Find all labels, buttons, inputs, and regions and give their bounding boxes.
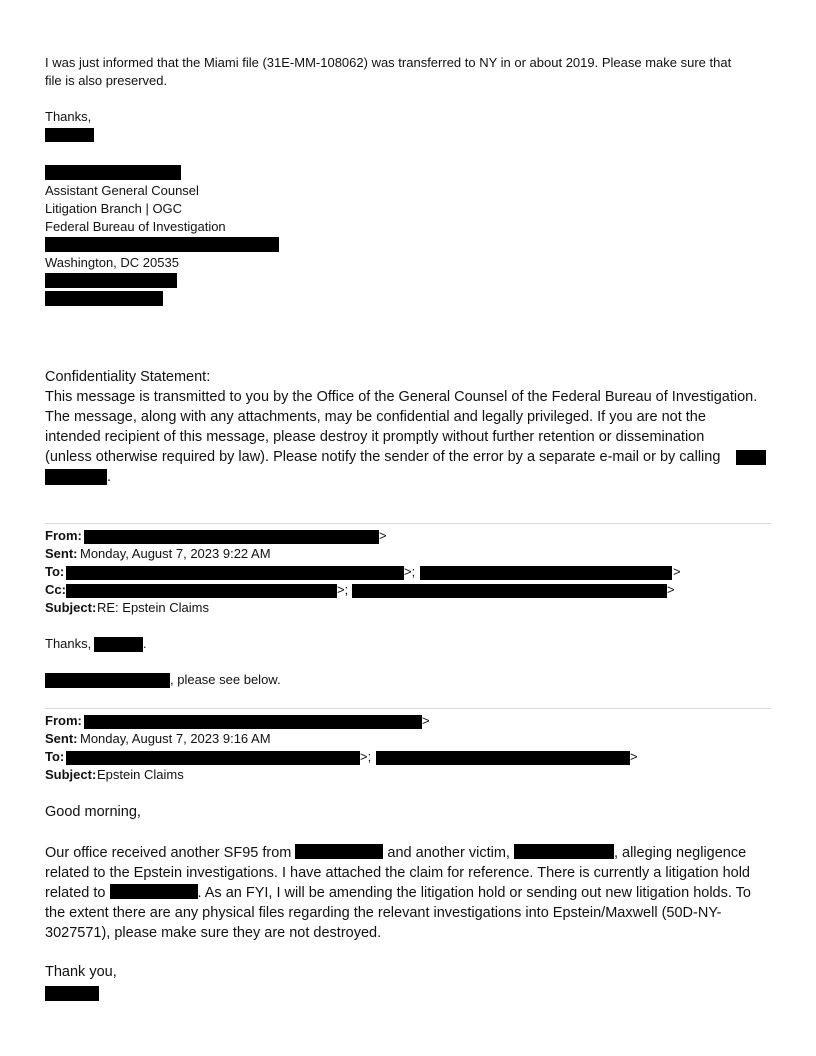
email-2-body-a1: Our office received another SF95 from [45, 845, 292, 861]
email-1-cc-sep: >; [337, 582, 349, 597]
email-1-to-end: > [673, 564, 681, 579]
email-2-to-label: To: [45, 749, 65, 764]
confidentiality-line-2: The message, along with any attachments, may be confidential and legally privileged. If you are not the [45, 409, 706, 425]
email-2-divider [45, 708, 771, 709]
redaction-email-2-to-2 [376, 751, 630, 765]
email-1-divider [45, 523, 771, 524]
confidentiality-line-4: (unless otherwise required by law). Please notify the sender of the error by a separate e-mail or by calling [45, 449, 721, 465]
redaction-email-1-from [84, 530, 379, 544]
email-1-sent-label: Sent: [45, 546, 78, 561]
redaction-phone-confidentiality-2 [45, 469, 107, 485]
redaction-phone [45, 273, 177, 288]
redaction-claimant-1 [295, 844, 383, 859]
redaction-email-1-thanks-name [94, 637, 143, 652]
email-2-body-line-4: the extent there are any physical files regarding the relevant investigations into Epstein/Maxwell (50D-NY- [45, 905, 722, 921]
redaction-sender-name [45, 128, 94, 142]
confidentiality-line-3: intended recipient of this message, please destroy it promptly without further retention or dissemination [45, 429, 705, 445]
email-2-body-c1: related to [45, 885, 106, 901]
email-2-sent-value: Monday, August 7, 2023 9:16 AM [80, 731, 271, 746]
confidentiality-line-1: This message is transmitted to you by the Office of the General Counsel of the Federal Bureau of Investigation. [45, 389, 758, 405]
email-2-to-sep: >; [360, 749, 372, 764]
intro-thanks: Thanks, [45, 109, 92, 124]
email-1-subject-value: RE: Epstein Claims [97, 600, 209, 615]
email-2-body-a2: and another victim, [387, 845, 510, 861]
email-2-body-a3: , alleging negligence [613, 845, 747, 861]
redaction-claimant-2 [514, 844, 614, 859]
email-2-body-line-1 [45, 843, 773, 863]
signature-agency: Federal Bureau of Investigation [45, 219, 226, 234]
email-1-to-sep: >; [404, 564, 416, 579]
email-1-sent-value: Monday, August 7, 2023 9:22 AM [80, 546, 271, 561]
email-2-body-line-3 [45, 883, 773, 903]
redaction-hold-subject [110, 884, 198, 899]
redaction-email-1-cc-2 [352, 584, 667, 598]
email-2-body-line-2: related to the Epstein investigations. I have attached the claim for reference. There is currently a litigation hold [45, 865, 750, 881]
confidentiality-heading: Confidentiality Statement: [45, 369, 211, 385]
email-2-greeting: Good morning, [45, 804, 141, 820]
redaction-email-2-signature [45, 986, 99, 1001]
email-2-from-end: > [422, 713, 430, 728]
email-1-from-end: > [379, 528, 387, 543]
signature-city: Washington, DC 20535 [45, 255, 179, 270]
redaction-email-2-from [84, 715, 422, 729]
redaction-email-1-to-1 [66, 566, 404, 580]
redaction-address [45, 237, 279, 252]
redaction-email-2-to-1 [66, 751, 360, 765]
email-1-cc-label: Cc: [45, 582, 66, 597]
redaction-signature-name [45, 165, 181, 180]
redaction-email-1-to-2 [420, 566, 672, 580]
signature-branch: Litigation Branch | OGC [45, 201, 183, 216]
email-2-sent-label: Sent: [45, 731, 78, 746]
email-1-see-below: , please see below. [170, 672, 281, 687]
email-2-closing: Thank you, [45, 964, 117, 980]
email-1-thanks-end: . [143, 636, 147, 651]
confidentiality-end: . [107, 469, 112, 485]
email-1-thanks: Thanks, [45, 636, 92, 651]
email-2-subject-value: Epstein Claims [97, 767, 184, 782]
email-2-body-line-5: 3027571), please make sure they are not destroyed. [45, 925, 382, 941]
email-1-from-label: From: [45, 528, 82, 543]
redaction-email-1-cc-1 [66, 584, 337, 598]
intro-line-1: I was just informed that the Miami file (31E-MM-108062) was transferred to NY in or about 2019. Please make sure that [45, 55, 732, 70]
intro-line-2: file is also preserved. [45, 73, 168, 88]
email-1-subject-label: Subject: [45, 600, 97, 615]
email-2-from-label: From: [45, 713, 82, 728]
signature-title: Assistant General Counsel [45, 183, 199, 198]
email-2-to-end: > [630, 749, 638, 764]
redaction-email-1-addressee [45, 673, 170, 688]
email-2-body-c2: . As an FYI, I will be amending the litigation hold or sending out new litigation holds. To [197, 885, 751, 901]
email-1-to-label: To: [45, 564, 65, 579]
redaction-email [45, 291, 163, 306]
email-2-subject-label: Subject: [45, 767, 97, 782]
email-1-cc-end: > [667, 582, 675, 597]
redaction-phone-confidentiality-1 [736, 450, 766, 465]
